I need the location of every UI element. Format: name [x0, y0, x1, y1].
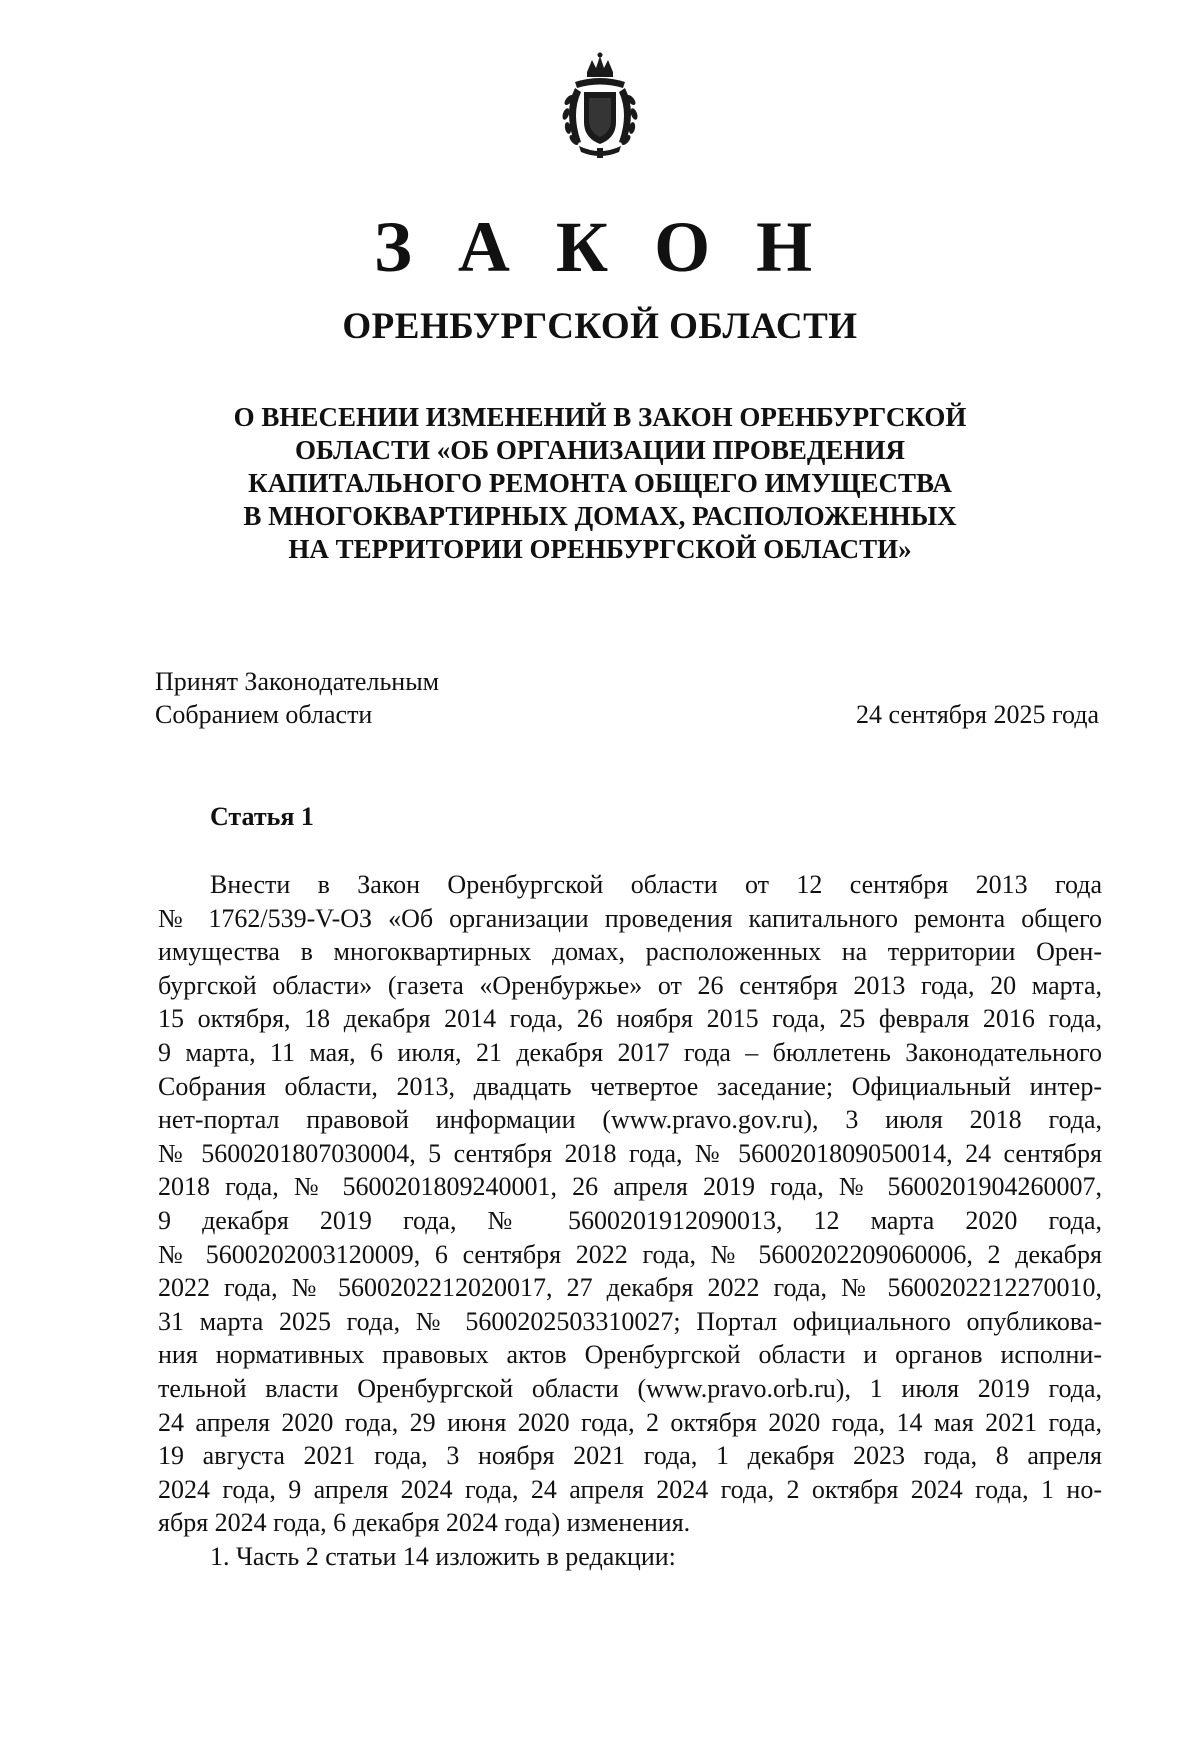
law-subject-line: НА ТЕРРИТОРИИ ОРЕНБУРГСКОЙ ОБЛАСТИ»	[288, 534, 912, 564]
paragraph-line: имущества в многоквартирных домах, расположенных на территории Орен-	[158, 937, 1102, 967]
paragraph-line: 2022 года, № 5600202212020017, 27 декабря 2022 года, № 5600202212270010,	[158, 1273, 1102, 1303]
article-heading: Статья 1	[210, 802, 314, 831]
paragraph-line: ния нормативных правовых актов Оренбургской области и органов исполни-	[158, 1340, 1102, 1370]
paragraph-line: № 5600202003120009, 6 сентября 2022 года, № 5600202209060006, 2 декабря	[158, 1239, 1102, 1269]
paragraph-line: 19 августа 2021 года, 3 ноября 2021 года, 1 декабря 2023 года, 8 апреля	[158, 1441, 1102, 1471]
paragraph-line: № 1762/539-V-ОЗ «Об организации проведения капитального ремонта общего	[158, 903, 1102, 933]
article-body	[158, 868, 1102, 1573]
adoption-line: Принят Законодательным	[155, 667, 440, 696]
document-region: ОРЕНБУРГСКОЙ ОБЛАСТИ	[342, 306, 858, 347]
coat-of-arms-emblem	[545, 52, 655, 162]
paragraph-line: 31 марта 2025 года, № 5600202503310027; Портал официального опубликова-	[158, 1306, 1102, 1336]
paragraph-line: Собрания области, 2013, двадцать четвертое заседание; Официальный интер-	[158, 1071, 1102, 1101]
paragraph-line: ября 2024 года, 6 декабря 2024 года) изменения.	[158, 1508, 691, 1538]
paragraph-line: № 5600201807030004, 5 сентября 2018 года, № 5600201809050014, 24 сентября	[158, 1138, 1102, 1168]
law-subject	[120, 401, 1080, 566]
article-item: 1. Часть 2 статьи 14 изложить в редакции:	[210, 1541, 676, 1571]
law-subject-line: О ВНЕСЕНИИ ИЗМЕНЕНИЙ В ЗАКОН ОРЕНБУРГСКОЙ	[233, 402, 967, 432]
document-title: З А К О Н	[373, 207, 827, 287]
adoption-statement	[155, 665, 655, 731]
law-subject-line: ОБЛАСТИ «ОБ ОРГАНИЗАЦИИ ПРОВЕДЕНИЯ	[295, 435, 905, 465]
law-subject-line: КАПИТАЛЬНОГО РЕМОНТА ОБЩЕГО ИМУЩЕСТВА	[248, 468, 952, 498]
paragraph-line: тельной власти Оренбургской области (www.pravo.orb.ru), 1 июля 2019 года,	[158, 1373, 1102, 1403]
adoption-line: Собранием области	[155, 700, 373, 729]
paragraph-line: 24 апреля 2020 года, 29 июня 2020 года, 2 октября 2020 года, 14 мая 2021 года,	[158, 1407, 1102, 1437]
paragraph-line: 15 октября, 18 декабря 2014 года, 26 ноября 2015 года, 25 февраля 2016 года,	[158, 1004, 1102, 1034]
paragraph-line: нет-портал правовой информации (www.pravo.gov.ru), 3 июля 2018 года,	[158, 1105, 1102, 1135]
paragraph-line: Внести в Закон Оренбургской области от 12 сентября 2013 года	[210, 870, 1102, 899]
paragraph-line: 2024 года, 9 апреля 2024 года, 24 апреля 2024 года, 2 октября 2024 года, 1 но-	[158, 1474, 1102, 1504]
orenburg-coat-of-arms-icon	[545, 52, 655, 162]
adoption-date: 24 сентября 2025 года	[855, 700, 1099, 729]
paragraph-line: 9 декабря 2019 года, № 5600201912090013, 12 марта 2020 года,	[158, 1205, 1102, 1235]
paragraph-line: 2018 года, № 5600201809240001, 26 апреля 2019 года, № 5600201904260007,	[158, 1172, 1102, 1202]
law-subject-line: В МНОГОКВАРТИРНЫХ ДОМАХ, РАСПОЛОЖЕННЫХ	[243, 501, 957, 531]
paragraph-line: бургской области» (газета «Оренбуржье» от 26 сентября 2013 года, 20 марта,	[158, 970, 1102, 1000]
paragraph-line: 9 марта, 11 мая, 6 июля, 21 декабря 2017 года – бюллетень Законодательного	[158, 1037, 1102, 1067]
